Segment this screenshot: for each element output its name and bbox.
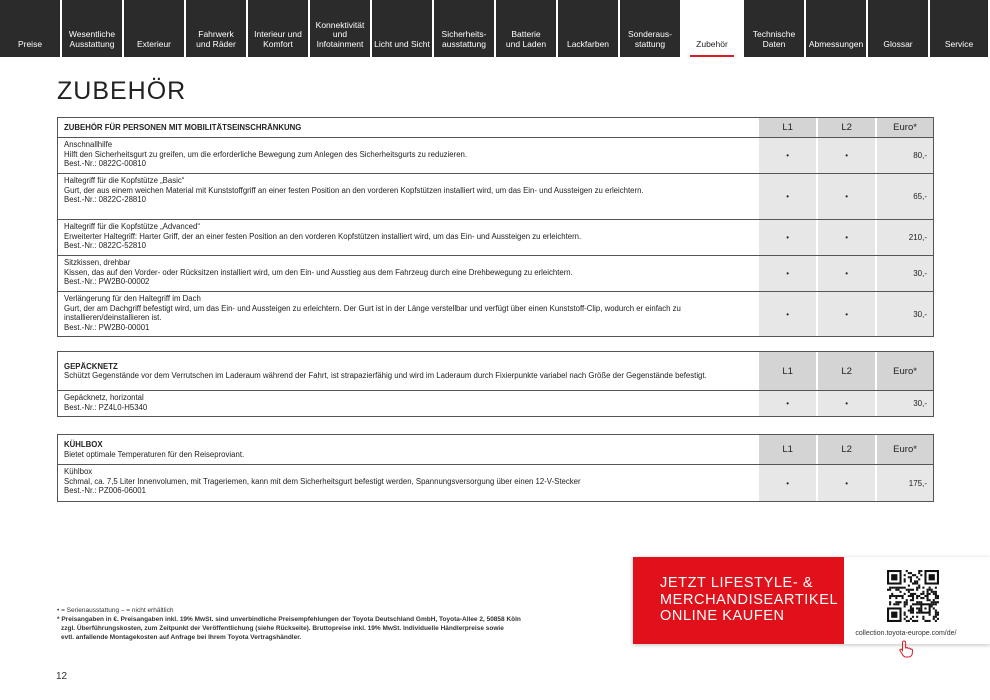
item-description	[58, 220, 757, 255]
table-header-row	[58, 352, 933, 391]
nav-tab-label	[628, 30, 672, 49]
table-title: ZUBEHÖR FÜR PERSONEN MIT MOBILITÄTSEINSCHRÄNKUNG	[64, 122, 302, 132]
nav-tab-label	[254, 30, 302, 49]
nav-tab-label	[196, 30, 236, 49]
item-description	[58, 256, 757, 291]
nav-tab-label-line: Glossar	[883, 38, 913, 49]
item-description	[58, 465, 757, 501]
nav-tab-label-line: Service	[944, 38, 974, 49]
nav-tab-label-line: Licht und Sicht	[374, 38, 430, 49]
nav-tab-13[interactable]	[806, 0, 866, 57]
nav-tab-label-line: Sicherheits-	[441, 29, 487, 39]
item-detail: Gurt, der am Dachgriff befestigt wird, um das Ein- und Aussteigen zu erleichtern. Der Gurt ist in der Länge verstellbar und verfügt über einen Kunststoff-Clip, wodurch er einfach zu installieren/deinstallieren ist.	[64, 303, 681, 322]
item-detail: Erweiterter Haltegriff: Harter Griff, der an einer festen Position an den vorderen Kopfstützen installiert wird, um das Ein- und Aussteigen zu erleichtern.	[64, 231, 582, 241]
item-price: 175,-	[875, 465, 933, 501]
nav-tab-1[interactable]	[62, 0, 122, 57]
availability-l1: •	[757, 138, 816, 173]
nav-tab-label-line: Fahrwerk	[198, 29, 234, 39]
col-header-euro: Euro*	[875, 352, 933, 390]
availability-l2: •	[816, 220, 875, 255]
col-header-l1: L1	[757, 435, 816, 464]
nav-tab-label-line: und	[332, 29, 348, 39]
nav-tab-label	[442, 30, 487, 49]
availability-l1: •	[757, 220, 816, 255]
nav-tab-label-line: Abmessungen	[808, 38, 864, 49]
item-detail: Schmal, ca. 7,5 Liter Innenvolumen, mit Trageriemen, kann mit dem Sicherheitsgurt befestigt werden, Spannungsversorgung über einen 12-V-Stecker	[64, 476, 581, 486]
nav-tab-label-line: Preise	[17, 38, 43, 49]
nav-tab-label	[696, 40, 728, 50]
table-row	[58, 465, 933, 501]
nav-tab-label-line: ausstattung	[442, 38, 486, 49]
promo-line-1: JETZT LIFESTYLE- &	[660, 575, 814, 591]
table-row	[58, 256, 933, 292]
nav-tab-label	[809, 40, 863, 50]
table-row	[58, 220, 933, 256]
legend-price-note-1: * Preisangaben in €. Preisangaben inkl. 19% MwSt. sind unverbindliche Preisempfehlungen der Toyota Deutschland GmbH, Toyota-Allee 2, 50858 Köln	[57, 616, 521, 623]
nav-tab-label	[69, 30, 115, 49]
nav-tab-label-line: Komfort	[263, 38, 293, 49]
legend-symbols: • = Serienausstattung – = nicht erhältlich	[57, 607, 174, 614]
item-order-number: Best.-Nr.: PW2B0-00002	[64, 277, 150, 286]
nav-tab-label	[374, 40, 430, 50]
item-detail: Gurt, der aus einem weichen Material mit Kunststoffgriff an einer festen Position an den vorderen Kopfstützen installiert wird, um das Ein- und Aussteigen zu erleichtern.	[64, 185, 644, 195]
nav-tab-2[interactable]	[124, 0, 184, 57]
accessory-table-mobility	[57, 117, 934, 337]
table-subtitle: Schützt Gegenstände vor dem Verrutschen im Laderaum während der Fahrt, ist strapazierfähig und wird im Laderaum durch Fixierpunkte variabel nach Größe der Gegenstände befestigt.	[64, 371, 707, 380]
table-subtitle: Bietet optimale Temperaturen für den Reiseproviant.	[64, 449, 245, 459]
nav-tab-label	[18, 40, 42, 50]
nav-tab-label	[753, 30, 796, 49]
item-description	[58, 138, 757, 173]
nav-tab-label-line: Sonderaus-	[628, 29, 672, 39]
item-name: Haltegriff für die Kopfstütze „Basic“	[64, 176, 185, 185]
item-order-number: Best.-Nr.: 0822C-00810	[64, 159, 146, 168]
shop-promo-banner[interactable]	[633, 557, 990, 644]
item-price: 30,-	[875, 256, 933, 291]
table-row	[58, 292, 933, 336]
item-name: Sitzkissen, drehbar	[64, 258, 131, 267]
nav-tab-14[interactable]	[868, 0, 928, 57]
nav-tab-label-line: Konnektivität	[315, 19, 365, 30]
nav-tab-label-line: und Räder	[196, 38, 236, 49]
item-price: 65,-	[875, 174, 933, 219]
nav-tab-label	[567, 40, 609, 50]
item-order-number: Best.-Nr.: PZ4L0-H5340	[64, 402, 148, 412]
item-price: 30,-	[875, 292, 933, 336]
nav-tab-label-line: Infotainment	[316, 38, 364, 49]
nav-tab-label-line: Technische	[752, 29, 796, 39]
nav-tab-5[interactable]	[310, 0, 370, 57]
legend-price-note-2: zzgl. Überführungskosten, zum Zeitpunkt der Veröffentlichung (siehe Rückseite). Bruttopreise inkl. 19% MwSt. Individuelle Händlerpreise sowie	[61, 625, 504, 632]
nav-tab-label-line: Wesentliche	[68, 29, 116, 39]
promo-qr-panel[interactable]	[844, 557, 990, 644]
nav-tab-15[interactable]	[930, 0, 988, 57]
nav-tab-10[interactable]	[620, 0, 680, 57]
nav-tab-label	[945, 40, 973, 50]
footnote-legend	[57, 606, 521, 642]
col-header-euro: Euro*	[875, 435, 933, 464]
table-header-desc	[58, 352, 757, 390]
table-title: GEPÄCKNETZ	[64, 361, 118, 371]
item-name: Verlängerung für den Haltegriff im Dach	[64, 294, 201, 303]
item-name: Gepäcknetz, horizontal	[64, 393, 144, 402]
item-price: 30,-	[875, 391, 933, 416]
item-description	[58, 391, 757, 416]
table-header-row	[58, 435, 933, 465]
table-row	[58, 138, 933, 174]
nav-tab-label-line: und Laden	[505, 38, 547, 49]
legend-price-note-3: evtl. anfallende Montagekosten auf Anfrage bei Ihrem Toyota Vertragshändler.	[61, 634, 302, 641]
availability-l2: •	[816, 138, 875, 173]
availability-l1: •	[757, 465, 816, 501]
promo-line-3: ONLINE KAUFEN	[660, 608, 785, 624]
nav-tab-label	[883, 40, 912, 50]
page-title: ZUBEHÖR	[57, 77, 187, 105]
availability-l1: •	[757, 256, 816, 291]
item-description	[58, 174, 757, 219]
item-order-number: Best.-Nr.: 0822C-52810	[64, 241, 146, 250]
nav-tab-label-line: Batterie	[511, 29, 541, 39]
nav-tab-12[interactable]	[744, 0, 804, 57]
availability-l2: •	[816, 174, 875, 219]
col-header-euro: Euro*	[875, 118, 933, 137]
section-nav	[0, 0, 990, 57]
availability-l2: •	[816, 292, 875, 336]
col-header-l1: L1	[757, 118, 816, 137]
page-number: 12	[56, 671, 68, 682]
availability-l1: •	[757, 391, 816, 416]
item-order-number: Best.-Nr.: 0822C-28810	[64, 195, 146, 204]
nav-tab-8[interactable]	[496, 0, 556, 57]
promo-url[interactable]: collection.toyota-europe.com/de/	[855, 630, 957, 637]
col-header-l2: L2	[816, 435, 875, 464]
accessory-table-luggage-net	[57, 351, 934, 417]
nav-tab-label	[137, 40, 171, 50]
item-order-number: Best.-Nr.: PW2B0-00001	[64, 322, 150, 332]
col-header-l2: L2	[816, 352, 875, 390]
table-row	[58, 391, 933, 416]
nav-tab-11[interactable]	[682, 0, 742, 57]
item-price: 210,-	[875, 220, 933, 255]
availability-l2: •	[816, 465, 875, 501]
nav-tab-3[interactable]	[186, 0, 246, 57]
nav-tab-label-line: Daten	[762, 38, 786, 49]
table-row	[58, 174, 933, 220]
item-name: Haltegriff für die Kopfstütze „Advanced“	[64, 222, 200, 231]
promo-line-2: MERCHANDISEARTIKEL	[660, 591, 839, 608]
nav-tab-9[interactable]	[558, 0, 618, 57]
nav-tab-label-line: Interieur und	[254, 29, 302, 39]
item-detail: Kissen, das auf den Vorder- oder Rücksitzen installiert wird, um den Ein- und Ausstieg aus dem Fahrzeug durch eine Drehbewegung zu erleichtern.	[64, 267, 573, 277]
nav-tab-label	[506, 30, 546, 49]
nav-tab-label-line: stattung	[634, 38, 666, 49]
nav-tab-label-line: Exterieur	[136, 38, 171, 49]
nav-tab-label-line: Lackfarben	[566, 38, 610, 49]
availability-l2: •	[816, 256, 875, 291]
promo-cta[interactable]	[633, 557, 844, 644]
availability-l1: •	[757, 292, 816, 336]
nav-tab-label-line: Zubehör	[696, 38, 728, 49]
accessory-table-coolbox	[57, 434, 934, 502]
nav-tab-0[interactable]	[0, 0, 60, 57]
table-header-desc	[58, 118, 757, 137]
item-name: Anschnallhilfe	[64, 140, 113, 149]
nav-tab-6[interactable]	[372, 0, 432, 57]
item-price: 80,-	[875, 138, 933, 173]
nav-tab-4[interactable]	[248, 0, 308, 57]
table-header-row	[58, 118, 933, 138]
nav-tab-7[interactable]	[434, 0, 494, 57]
col-header-l2: L2	[816, 118, 875, 137]
item-order-number: Best.-Nr.: PZ006-06001	[64, 486, 146, 495]
availability-l1: •	[757, 174, 816, 219]
item-name: Kühlbox	[64, 467, 93, 476]
qr-code-icon[interactable]	[887, 570, 939, 622]
table-header-desc	[58, 435, 757, 464]
item-detail: Hilft den Sicherheitsgurt zu greifen, um die erforderliche Bewegung zum Anlegen des Sicherheitsgurts zu reduzieren.	[64, 149, 468, 159]
nav-tab-label	[316, 21, 365, 50]
availability-l2: •	[816, 391, 875, 416]
pointer-hand-icon	[898, 640, 914, 658]
table-title: KÜHLBOX	[64, 440, 103, 449]
item-description	[58, 292, 757, 336]
nav-tab-label-line: Ausstattung	[69, 38, 115, 49]
col-header-l1: L1	[757, 352, 816, 390]
